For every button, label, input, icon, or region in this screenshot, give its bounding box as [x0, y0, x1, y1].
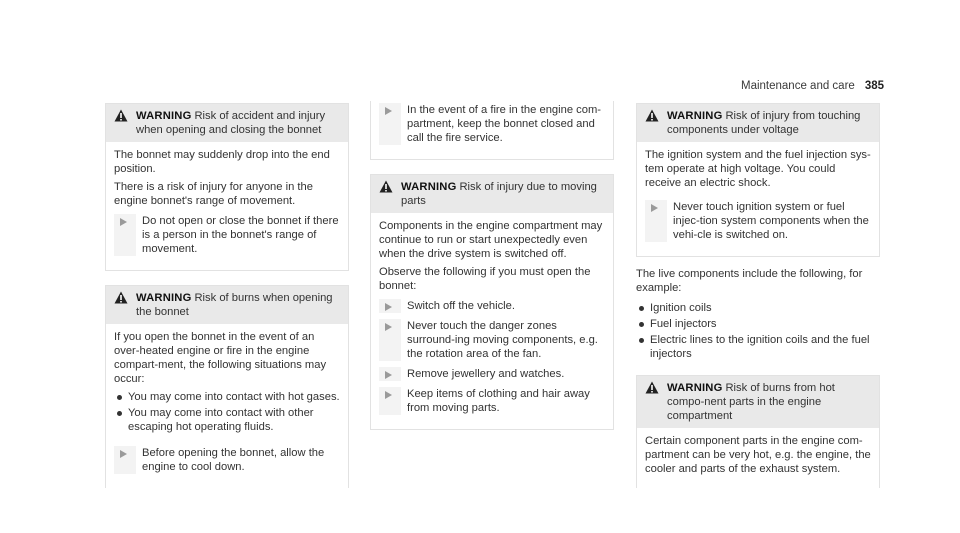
- instruction-step: [114, 446, 340, 474]
- warning-header: [637, 376, 879, 428]
- step-text: Never touch ignition system or fuel injec-tion system components when the vehi-cle is switched on.: [673, 201, 869, 241]
- warning-box-continued: [370, 101, 614, 160]
- step-arrow-icon: [385, 391, 392, 399]
- paragraph: Observe the following if you must open the bonnet:: [379, 266, 591, 292]
- step-arrow-icon: [385, 323, 392, 331]
- warning-box-burns-bonnet: [105, 285, 349, 488]
- warning-header: [106, 104, 348, 142]
- warning-triangle-icon: [645, 381, 659, 394]
- warning-box-voltage: [636, 103, 880, 257]
- step-text: Do not open or close the bonnet if there is a person in the bonnet's range of movement.: [142, 215, 339, 255]
- step-text: Keep items of clothing and hair away from moving parts.: [407, 388, 590, 414]
- warning-title: Risk of burns when opening the bonnet: [136, 292, 333, 318]
- paragraph: There is a risk of injury for anyone in the engine bonnet's range of movement.: [114, 181, 313, 207]
- warning-triangle-icon: [114, 291, 128, 304]
- step-text: Before opening the bonnet, allow the engine to cool down.: [142, 447, 325, 473]
- warning-header: [371, 175, 613, 213]
- warning-title: Risk of injury due to moving parts: [401, 181, 597, 207]
- column-2: [370, 103, 614, 440]
- column-1: [105, 103, 349, 498]
- step-arrow-icon: [385, 371, 392, 379]
- warning-label: WARNING: [667, 382, 723, 394]
- list-item: Ignition coils: [636, 301, 880, 315]
- page-header: [741, 80, 884, 92]
- paragraph: The bonnet may suddenly drop into the end position.: [114, 149, 330, 175]
- warning-label: WARNING: [401, 181, 457, 193]
- warning-label: WARNING: [136, 110, 192, 122]
- paragraph: Components in the engine compartment may continue to run or start unexpectedly even when the drive system is switched off.: [379, 220, 603, 260]
- list-item: Fuel injectors: [636, 317, 880, 331]
- list-item: You may come into contact with other escaping hot operating fluids.: [114, 406, 340, 434]
- step-arrow-icon: [120, 450, 127, 458]
- instruction-step: [114, 214, 340, 256]
- live-components-list: [636, 301, 880, 361]
- warning-title: Risk of injury from touching components under voltage: [667, 110, 861, 136]
- intro-text: The live components include the following, for example:: [636, 268, 863, 294]
- paragraph: The ignition system and the fuel injection sys-tem operate at high voltage. You could receive an electric shock.: [645, 149, 871, 189]
- instruction-step: [379, 103, 605, 145]
- instruction-step: [379, 299, 605, 313]
- step-arrow-icon: [385, 303, 392, 311]
- instruction-step: [379, 367, 605, 381]
- paragraph: If you open the bonnet in the event of an over-heated engine or fire in the engine compart-ment, the following situations may occur:: [114, 331, 327, 385]
- bullet-icon: [639, 306, 644, 311]
- step-arrow-icon: [385, 107, 392, 115]
- step-text: In the event of a fire in the engine com-partment, keep the bonnet closed and call the fire service.: [407, 104, 602, 144]
- warning-box-moving-parts: [370, 174, 614, 430]
- page-number: 385: [864, 80, 884, 92]
- list-item: You may come into contact with hot gases.: [114, 390, 340, 404]
- warning-header: [106, 286, 348, 324]
- warning-box-hot-parts: [636, 375, 880, 488]
- warning-label: WARNING: [667, 110, 723, 122]
- instruction-step: [379, 387, 605, 415]
- warning-triangle-icon: [645, 109, 659, 122]
- warning-title: Risk of accident and injury when opening and closing the bonnet: [136, 110, 326, 136]
- warning-triangle-icon: [114, 109, 128, 122]
- paragraph: Certain component parts in the engine com-partment can be very hot, e.g. the engine, the cooler and parts of the exhaust system.: [645, 435, 871, 475]
- step-text: Switch off the vehicle.: [407, 300, 515, 312]
- warning-header: [637, 104, 879, 142]
- list-item: Electric lines to the ignition coils and the fuel injectors: [636, 333, 880, 361]
- warning-label: WARNING: [136, 292, 192, 304]
- step-text: Remove jewellery and watches.: [407, 368, 565, 380]
- warning-triangle-icon: [379, 180, 393, 193]
- section-title: Maintenance and care: [741, 80, 855, 92]
- instruction-step: [379, 319, 605, 361]
- warning-title: Risk of burns from hot compo-nent parts in the engine compartment: [667, 382, 835, 422]
- bullet-icon: [117, 395, 122, 400]
- bullet-icon: [639, 322, 644, 327]
- warning-box-accident: [105, 103, 349, 271]
- step-arrow-icon: [120, 218, 127, 226]
- step-text: Never touch the danger zones surround-ing moving components, e.g. the rotation area of the fan.: [407, 320, 598, 360]
- instruction-step: [645, 200, 871, 242]
- bullet-list: [114, 390, 340, 434]
- bullet-icon: [639, 338, 644, 343]
- column-3: [636, 103, 880, 498]
- bullet-icon: [117, 411, 122, 416]
- step-arrow-icon: [651, 204, 658, 212]
